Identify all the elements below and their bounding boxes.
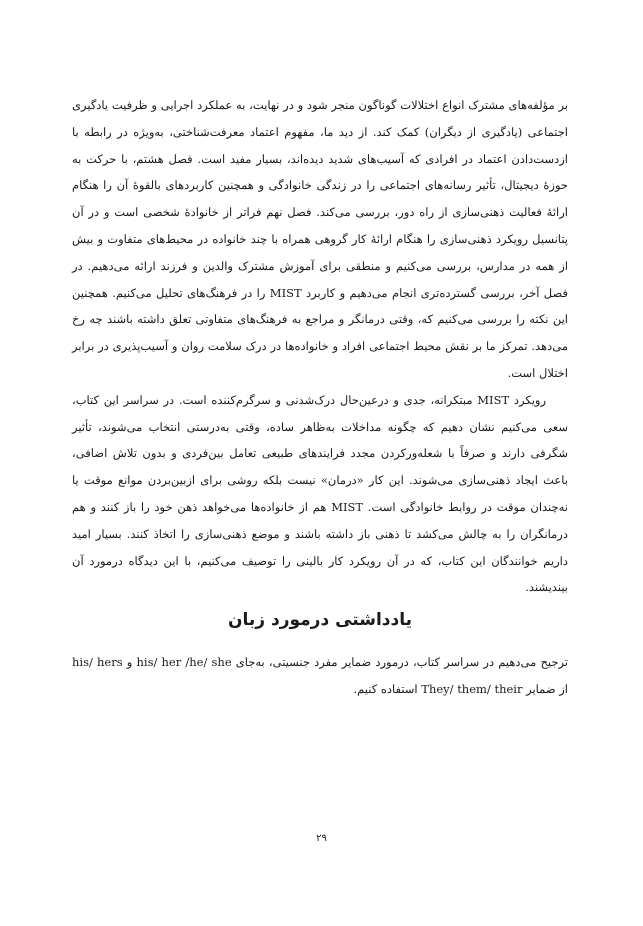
language-note-paragraph: ترجیح می‌دهیم در سراسر کتاب، درمورد ضمایر مفرد جنسیتی، به‌جای his/ her /he/ she و his/ hers از ضمایر They/ them/ their استفاده کنیم. xyxy=(72,655,568,696)
page-body xyxy=(72,92,568,703)
body-paragraph-2: رویکرد MIST مبتکرانه، جدی و درعین‌حال درک‌شدنی و سرگرم‌کننده است. در سراسر این کتاب، سعی می‌کنیم نشان دهیم که چگونه مداخلات به‌ظاهر ساده، وقتی به‌درستی انتخاب می‌شوند، تأثیر شگرفی دارند و صرفاً با شعله‌ورکردن مجدد فرایندهای طبیعی تعامل بین‌فردی و بدون تلاش اضافی، باعث ایجاد ذهنی‌سازی می‌شوند. این کار «درمان» نیست بلکه روشی برای ازبین‌بردن موانع موقت یا نه‌چندان موقت در روابط خانوادگی است. MIST هم از خانواده‌ها می‌خواهد ذهن خود را باز کنند و هم درمانگران را به چالش می‌کشد تا ذهنی باز داشته باشند و موضع ذهنی‌سازی را اتخاذ کنند. بسیار امید داریم خوانندگان این کتاب، که در آن رویکرد کار بالینی را توصیف می‌کنیم، با این دیدگاه درمورد آن بینديشند. xyxy=(72,392,569,595)
section-heading: یادداشتی درمورد زبان xyxy=(227,610,412,631)
body-paragraph-1: بر مؤلفه‌های مشترک انواع اختلالات گوناگون منجر شود و در نهایت، به عملکرد اجرایی و ظرفیت یادگیری اجتماعی (یادگیری از دیگران) کمک کند. از دید ما، مفهوم اعتماد معرفت‌شناختی، به‌ویژه در رابطه با ازدست‌دادن اعتماد در افرادی که آسیب‌های شدید دیده‌اند، بسیار مفید است. فصل هشتم، با حرکت به حوزهٔ دیجیتال، تأثیر رسانه‌های اجتماعی را در زندگی خانوادگی و همچنین کاربردهای بالقوهٔ آن را هنگام ارائهٔ فعالیت ذهنی‌سازی از راه دور، بررسی می‌کند. فصل نهم فراتر از خانوادهٔ شخصی است و در آن پتانسیل رویکرد ذهنی‌سازی را هنگام ارائهٔ کار گروهی همراه با چند خانواده در محیط‌های متفاوت و بیش از همه در مدارس، بررسی می‌کنیم و منطقی برای آموزش مشترک والدین و فرزند ارائه می‌دهیم. در فصل آخر، بررسی گسترده‌تری انجام می‌دهیم و کاربرد MIST را در فرهنگ‌های تحلیل می‌کنیم. همچنین این نکته را بررسی می‌کنیم که، وقتی درمانگر و مراجع به فرهنگ‌های متفاوتی تعلق داشته باشند چه رخ می‌دهد. تمرکز ما بر نقش محیط اجتماعی افراد و خانواده‌ها در درک سلامت روان و آسیب‌پذیری در برابر اختلال است. xyxy=(72,98,568,380)
page-number: ۲۹ xyxy=(316,833,327,844)
